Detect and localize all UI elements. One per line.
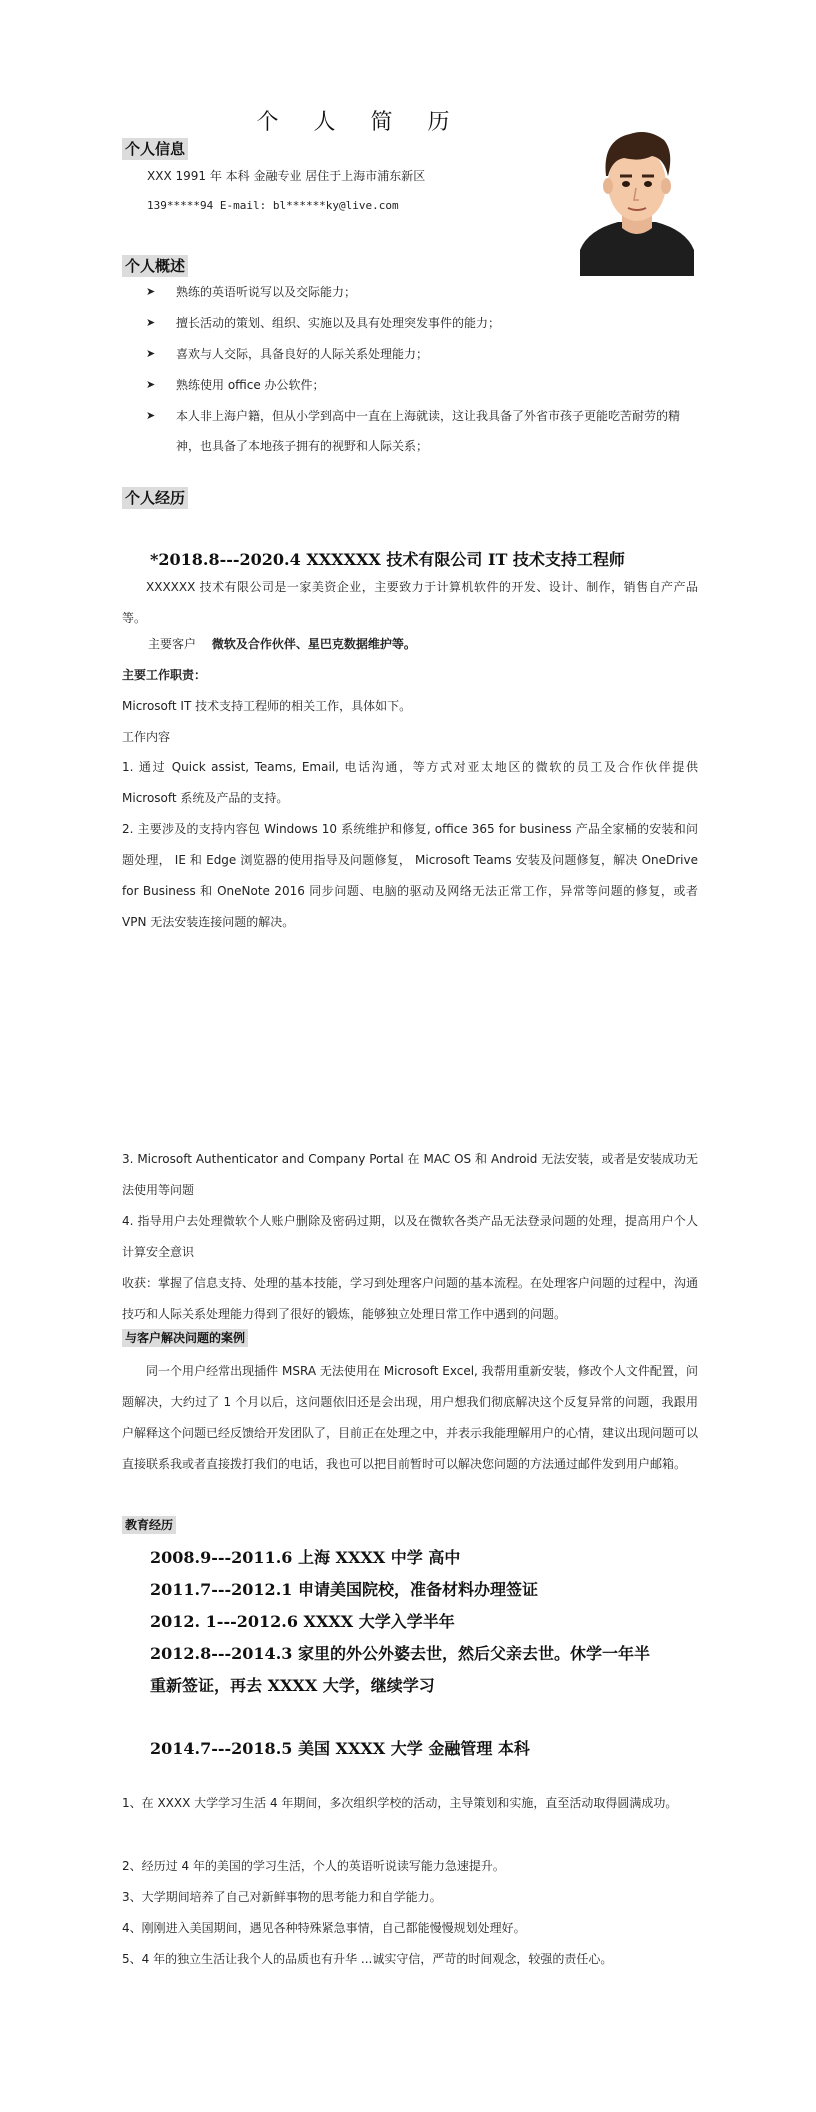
education-main-row: 2014.7---2018.5 美国 XXXX 大学 金融管理 本科 [150,1739,530,1758]
duties-heading: 主要工作职责： [122,668,207,682]
summary-item: 喜欢与人交际，具备良好的人际关系处理能力； [176,347,429,361]
avatar [578,118,696,276]
job-title: *2018.8---2020.4 XXXXXX 技术有限公司 IT 技术支持工程师 [150,550,625,569]
company-description: XXXXXX 技术有限公司是一家美资企业，主要致力于计算机软件的开发、设计、制作，销售自产产品等。 [122,580,698,625]
section-experience: 个人经历 [122,487,188,509]
summary-item: 擅长活动的策划、组织、实施以及具有处理突发事件的能力； [176,316,501,330]
arrow-bullet-icon: ➤ [146,285,156,298]
work-item-2: 2. 主要涉及的支持内容包 Windows 10 系统维护和修复, office 365 for business 产品全家桶的安装和问题处理， IE 和 Edge 浏览器的使用指导及问题修复， Microsoft Teams 安装及问题修复，解决 OneDrive for Business 和 OneNote 2016 同步问题、电脑的驱动及网络无法正常工作，异常等问题的修复，或者 VPN 无法安装连接问题的解决。 [122,822,698,929]
arrow-bullet-icon: ➤ [146,316,156,329]
case-text: 同一个用户经常出现插件 MSRA 无法使用在 Microsoft Excel, 我帮用重新安装，修改个人文件配置，问题解决，大约过了 1 个月以后，这问题依旧还是会出现，用户想我们彻底解决这个反复异常的问题，我跟用户解释这个问题已经反馈给开发团队了，目前正在处理之中，并表示我能理解用户的心情，建议出现问题可以直接联系我或者直接拨打我们的电话，我也可以把目前暂时可以解决您问题的方法通过邮件发到用户邮箱。 [122,1364,699,1471]
summary-item: 熟练使用 office 办公软件； [176,378,325,392]
section-case: 与客户解决问题的案例 [122,1329,248,1347]
education-row: 2011.7---2012.1 申请美国院校，准备材料办理签证 [150,1580,538,1599]
page-title: 个 人 简 历 [256,110,464,135]
personal-info-line-2: 139*****94 E-mail: bl******ky@live.com [147,199,399,212]
work-item-3: 3. Microsoft Authenticator and Company Portal 在 MAC OS 和 Android 无法安装，或者是安装成功无法使用等问题 [122,1152,698,1197]
work-item-1: 1. 通过 Quick assist, Teams, Email, 电话沟通，等方式对亚太地区的微软的员工及合作伙伴提供 Microsoft 系统及产品的支持。 [122,760,698,805]
education-row: 2012.8---2014.3 家里的外公外婆去世，然后父亲去世。休学一年半 [150,1644,650,1663]
education-point: 1、在 XXXX 大学学习生活 4 年期间，多次组织学校的活动，主导策划和实施，直至活动取得圆满成功。 [122,1796,678,1810]
education-row: 2008.9---2011.6 上海 XXXX 中学 高中 [150,1548,461,1567]
education-row: 2012. 1---2012.6 XXXX 大学入学半年 [150,1612,455,1631]
clients-label-text: 主要客户 [148,637,197,651]
education-row: 重新签证，再去 XXXX 大学，继续学习 [150,1676,435,1695]
personal-info-line-1: XXX 1991 年 本科 金融专业 居住于上海市浦东新区 [147,169,426,183]
duties-intro: Microsoft IT 技术支持工程师的相关工作，具体如下。 [122,699,412,713]
arrow-bullet-icon: ➤ [146,409,156,422]
section-education: 教育经历 [122,1516,176,1534]
clients-label [148,636,416,652]
summary-item: 本人非上海户籍，但从小学到高中一直在上海就读，这让我具备了外省市孩子更能吃苦耐劳的精神，也具备了本地孩子拥有的视野和人际关系； [176,409,681,453]
arrow-bullet-icon: ➤ [146,378,156,391]
section-personal-info: 个人信息 [122,138,188,160]
education-point: 3、大学期间培养了自己对新鲜事物的思考能力和自学能力。 [122,1890,442,1904]
harvest-text: 收获：掌握了信息支持、处理的基本技能，学习到处理客户问题的基本流程。在处理客户问题的过程中，沟通技巧和人际关系处理能力得到了很好的锻炼，能够独立处理日常工作中遇到的问题。 [122,1276,699,1321]
work-item-4: 4. 指导用户去处理微软个人账户删除及密码过期，以及在微软各类产品无法登录问题的处理，提高用户个人计算安全意识 [122,1214,698,1259]
education-point: 4、刚刚进入美国期间，遇见各种特殊紧急事情，自己都能慢慢规划处理好。 [122,1921,526,1935]
clients-value: 微软及合作伙伴、星巴克数据维护等。 [211,637,416,651]
section-summary: 个人概述 [122,255,188,277]
arrow-bullet-icon: ➤ [146,347,156,360]
education-point: 5、4 年的独立生活让我个人的品质也有升华 ...诚实守信，严苛的时间观念，较强的责任心。 [122,1952,613,1966]
work-content-label: 工作内容 [122,730,171,744]
summary-item: 熟练的英语听说写以及交际能力； [176,285,357,299]
education-point: 2、经历过 4 年的美国的学习生活，个人的英语听说读写能力急速提升。 [122,1859,505,1873]
